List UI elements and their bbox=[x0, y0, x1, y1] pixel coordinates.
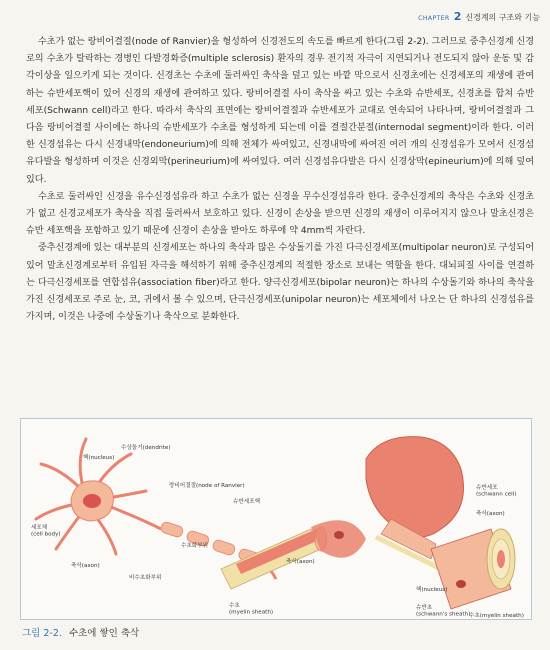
label-schwann-cell: 슈반세포 (schwann cell) bbox=[476, 485, 517, 498]
label-axon-right: 축삭(axon) bbox=[476, 511, 505, 517]
label-dendrite: 수상돌기(dendrite) bbox=[121, 445, 171, 451]
label-axon-left: 축삭(axon) bbox=[71, 563, 100, 569]
label-schwann-nucleus: 슈반세포핵 bbox=[233, 499, 261, 505]
label-myelinated: 수초화부위 bbox=[181, 543, 209, 549]
label-schwanns-sheath: 슈반초 (schwann's sheath) bbox=[416, 605, 471, 618]
body-text bbox=[26, 34, 534, 326]
label-cell-body: 세포체 (cell body) bbox=[31, 525, 61, 538]
chapter-title: 신경계의 구조와 기능 bbox=[465, 13, 540, 22]
figure-neuron-myelin bbox=[20, 418, 532, 620]
chapter-number: 2 bbox=[453, 10, 462, 23]
paragraph-1: 수초가 없는 랑비어결절(node of Ranvier)을 형성하여 신경전도의 속도를 빠르게 한다(그림 2-2). 그러므로 중추신경계 신경로의 수초가 탈락하는 경병인 다발경화증(multiple sclerosis) 환자의 경우 전기적 자극이 지연되거나 전도되지 않아 운동 및 감각이상을 일으키게 되는 것이다. 신경초는 수초에 둘러싸인 축삭을 덮고 있는 바깥 막으로서 신경초에는 신경세포의 재생에 관여하는 슈반세포핵이 있어 신경의 재생에 관여하고 있다. 랑비어결절 사이 축삭을 싸고 있는 수초와 슈반세포, 신경초를 합쳐 슈반세포(Schwann cell)라고 한다. 따라서 축삭의 표면에는 랑비어결절과 슈반세포가 교대로 연속되어 나타나며, 랑비어결절과 그 다음 랑비어결절 사이에는 하나의 슈반세포가 수초를 형성하게 되는데 이를 결절간분절(internodal segment)이라 한다. 이러한 신경섬유는 다시 신경내막(endoneurium)에 의해 전체가 싸여있고, 신경내막에 싸여진 여러 개의 신경섬유가 모여서 신경섬유다발을 형성하며 이것은 신경외막(perineurium)에 싸여있다. 여러 신경섬유다발은 다시 신경상막(epineurium)에 의해 덮여 있다. bbox=[26, 37, 534, 185]
neuron-drawing bbox=[36, 439, 276, 579]
paragraph-3: 중추신경계에 있는 대부분의 신경세포는 하나의 축삭과 많은 수상돌기를 가진 다극신경세포(multipolar neuron)로 구성되어 있어 말초신경계로부터 유입된 자극을 해석하기 위해 중추신경계의 적절한 장소로 보내는 역할을 한다. 대뇌피질 사이를 연결하는 다극신경세포를 연합섬유(association fiber)라고 한다. 양극신경세포(bipolar neuron)는 하나의 수상돌기와 하나의 축삭을 가진 신경세포로 주로 눈, 코, 귀에서 볼 수 있으며, 단극신경세포(unipolar neuron)는 세포체에서 나오는 단 하나의 신경섬유를 가지며, 이것은 나중에 수상돌기나 축삭으로 분화한다. bbox=[26, 243, 534, 323]
paragraph-2: 수초로 둘러싸인 신경을 유수신경섬유라 하고 수초가 없는 신경을 무수신경섬유라 한다. 중추신경계의 축삭은 수초와 신경초가 없고 신경교세포가 축삭을 직접 둘러싸서 보호하고 있다. 신경이 손상을 받으면 신경의 재생이 이루어지지 않으나 말초신경은 슈반 세포핵을 포함하고 있기 때문에 신경이 손상을 받아도 하루에 약 4mm씩 자란다. bbox=[26, 191, 534, 237]
label-myelin-sheath-mid: 수초 (myelin sheath) bbox=[229, 603, 274, 616]
neuron-illustration bbox=[21, 419, 531, 619]
chapter-header bbox=[418, 10, 540, 23]
label-axon-mid: 축삭(axon) bbox=[286, 559, 315, 565]
figure-number: 그림 2-2. bbox=[22, 628, 62, 639]
label-myelin-sheath-right: 수초(myelin sheath) bbox=[469, 613, 524, 619]
chapter-word: CHAPTER bbox=[418, 15, 450, 22]
schwann-cell-drawing bbox=[366, 437, 515, 609]
label-nucleus-right: 핵(nucleus) bbox=[416, 587, 448, 593]
figure-caption-text: 수초에 쌓인 축삭 bbox=[68, 628, 140, 639]
label-node-of-ranvier: 랑비어결절(node of Ranvier) bbox=[169, 483, 245, 489]
figure-caption bbox=[22, 625, 139, 639]
label-nucleus-left: 핵(nucleus) bbox=[83, 455, 115, 461]
label-unmyelinated: 비수초화부위 bbox=[129, 575, 162, 581]
